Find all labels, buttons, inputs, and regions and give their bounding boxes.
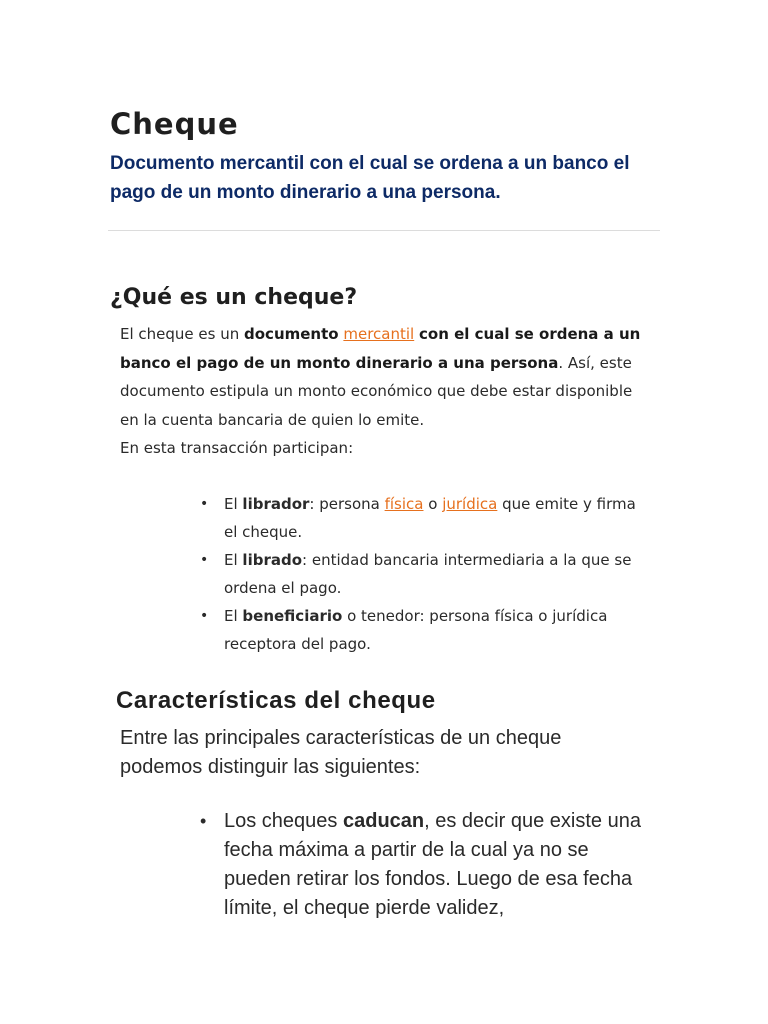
bullet-icon: • <box>200 608 209 624</box>
definition-paragraph <box>120 320 650 463</box>
item-bold-librado: librado <box>242 551 303 569</box>
item-pre: Los cheques <box>224 810 343 832</box>
bullet-icon: • <box>200 552 209 568</box>
definition-text-2: . Así, este documento estipula un monto económico que debe estar disponible en la cuenta bancaria de quien lo emite. <box>120 353 633 429</box>
bullet-icon: • <box>200 811 207 831</box>
item-mid2: o <box>423 495 443 513</box>
link-mercantil[interactable]: mercantil <box>343 325 415 343</box>
caracteristicas-intro: Entre las principales características de un cheque podemos distinguir las siguientes: <box>120 727 562 778</box>
link-juridica[interactable]: jurídica <box>442 495 498 513</box>
definition-text-1: El cheque es un <box>120 325 245 343</box>
item-mid: : persona <box>309 495 385 513</box>
list-item-beneficiario <box>200 602 650 658</box>
bullet-icon: • <box>200 496 209 512</box>
link-fisica[interactable]: física <box>384 495 424 513</box>
page-title: Cheque <box>110 107 239 141</box>
item-post: , es decir que existe una fecha máxima a partir de la cual ya no se pueden retirar los fondos. Luego de esa fecha límite, el cheque pierde validez, <box>224 810 641 919</box>
page-subtitle: Documento mercantil con el cual se ordena a un banco el pago de un monto dinerario a una persona. <box>110 153 630 203</box>
item-bold-librador: librador <box>242 495 310 513</box>
participants-list <box>200 490 650 658</box>
item-pre: El <box>224 495 243 513</box>
list-item-caducan <box>200 807 660 923</box>
definition-bold-documento: documento <box>244 325 339 343</box>
item-post: o tenedor: persona física o jurídica receptora del pago. <box>224 607 608 653</box>
item-post: que emite y firma el cheque. <box>224 495 636 541</box>
item-pre: El <box>224 607 243 625</box>
list-item-librado <box>200 546 650 602</box>
item-bold-beneficiario: beneficiario <box>242 607 343 625</box>
item-bold-caducan: caducan <box>342 810 425 832</box>
caracteristicas-list <box>200 807 660 923</box>
participants-intro: En esta transacción participan: <box>120 439 354 457</box>
section-heading-caracteristicas: Características del cheque <box>116 687 436 714</box>
item-post: : entidad bancaria intermediaria a la que se ordena el pago. <box>224 551 632 597</box>
definition-bold-main: con el cual se ordena a un banco el pago de un monto dinerario a una persona <box>120 325 641 372</box>
list-item-librador <box>200 490 650 546</box>
item-pre: El <box>224 551 243 569</box>
section-heading-que-es: ¿Qué es un cheque? <box>110 285 358 310</box>
divider <box>108 230 660 231</box>
